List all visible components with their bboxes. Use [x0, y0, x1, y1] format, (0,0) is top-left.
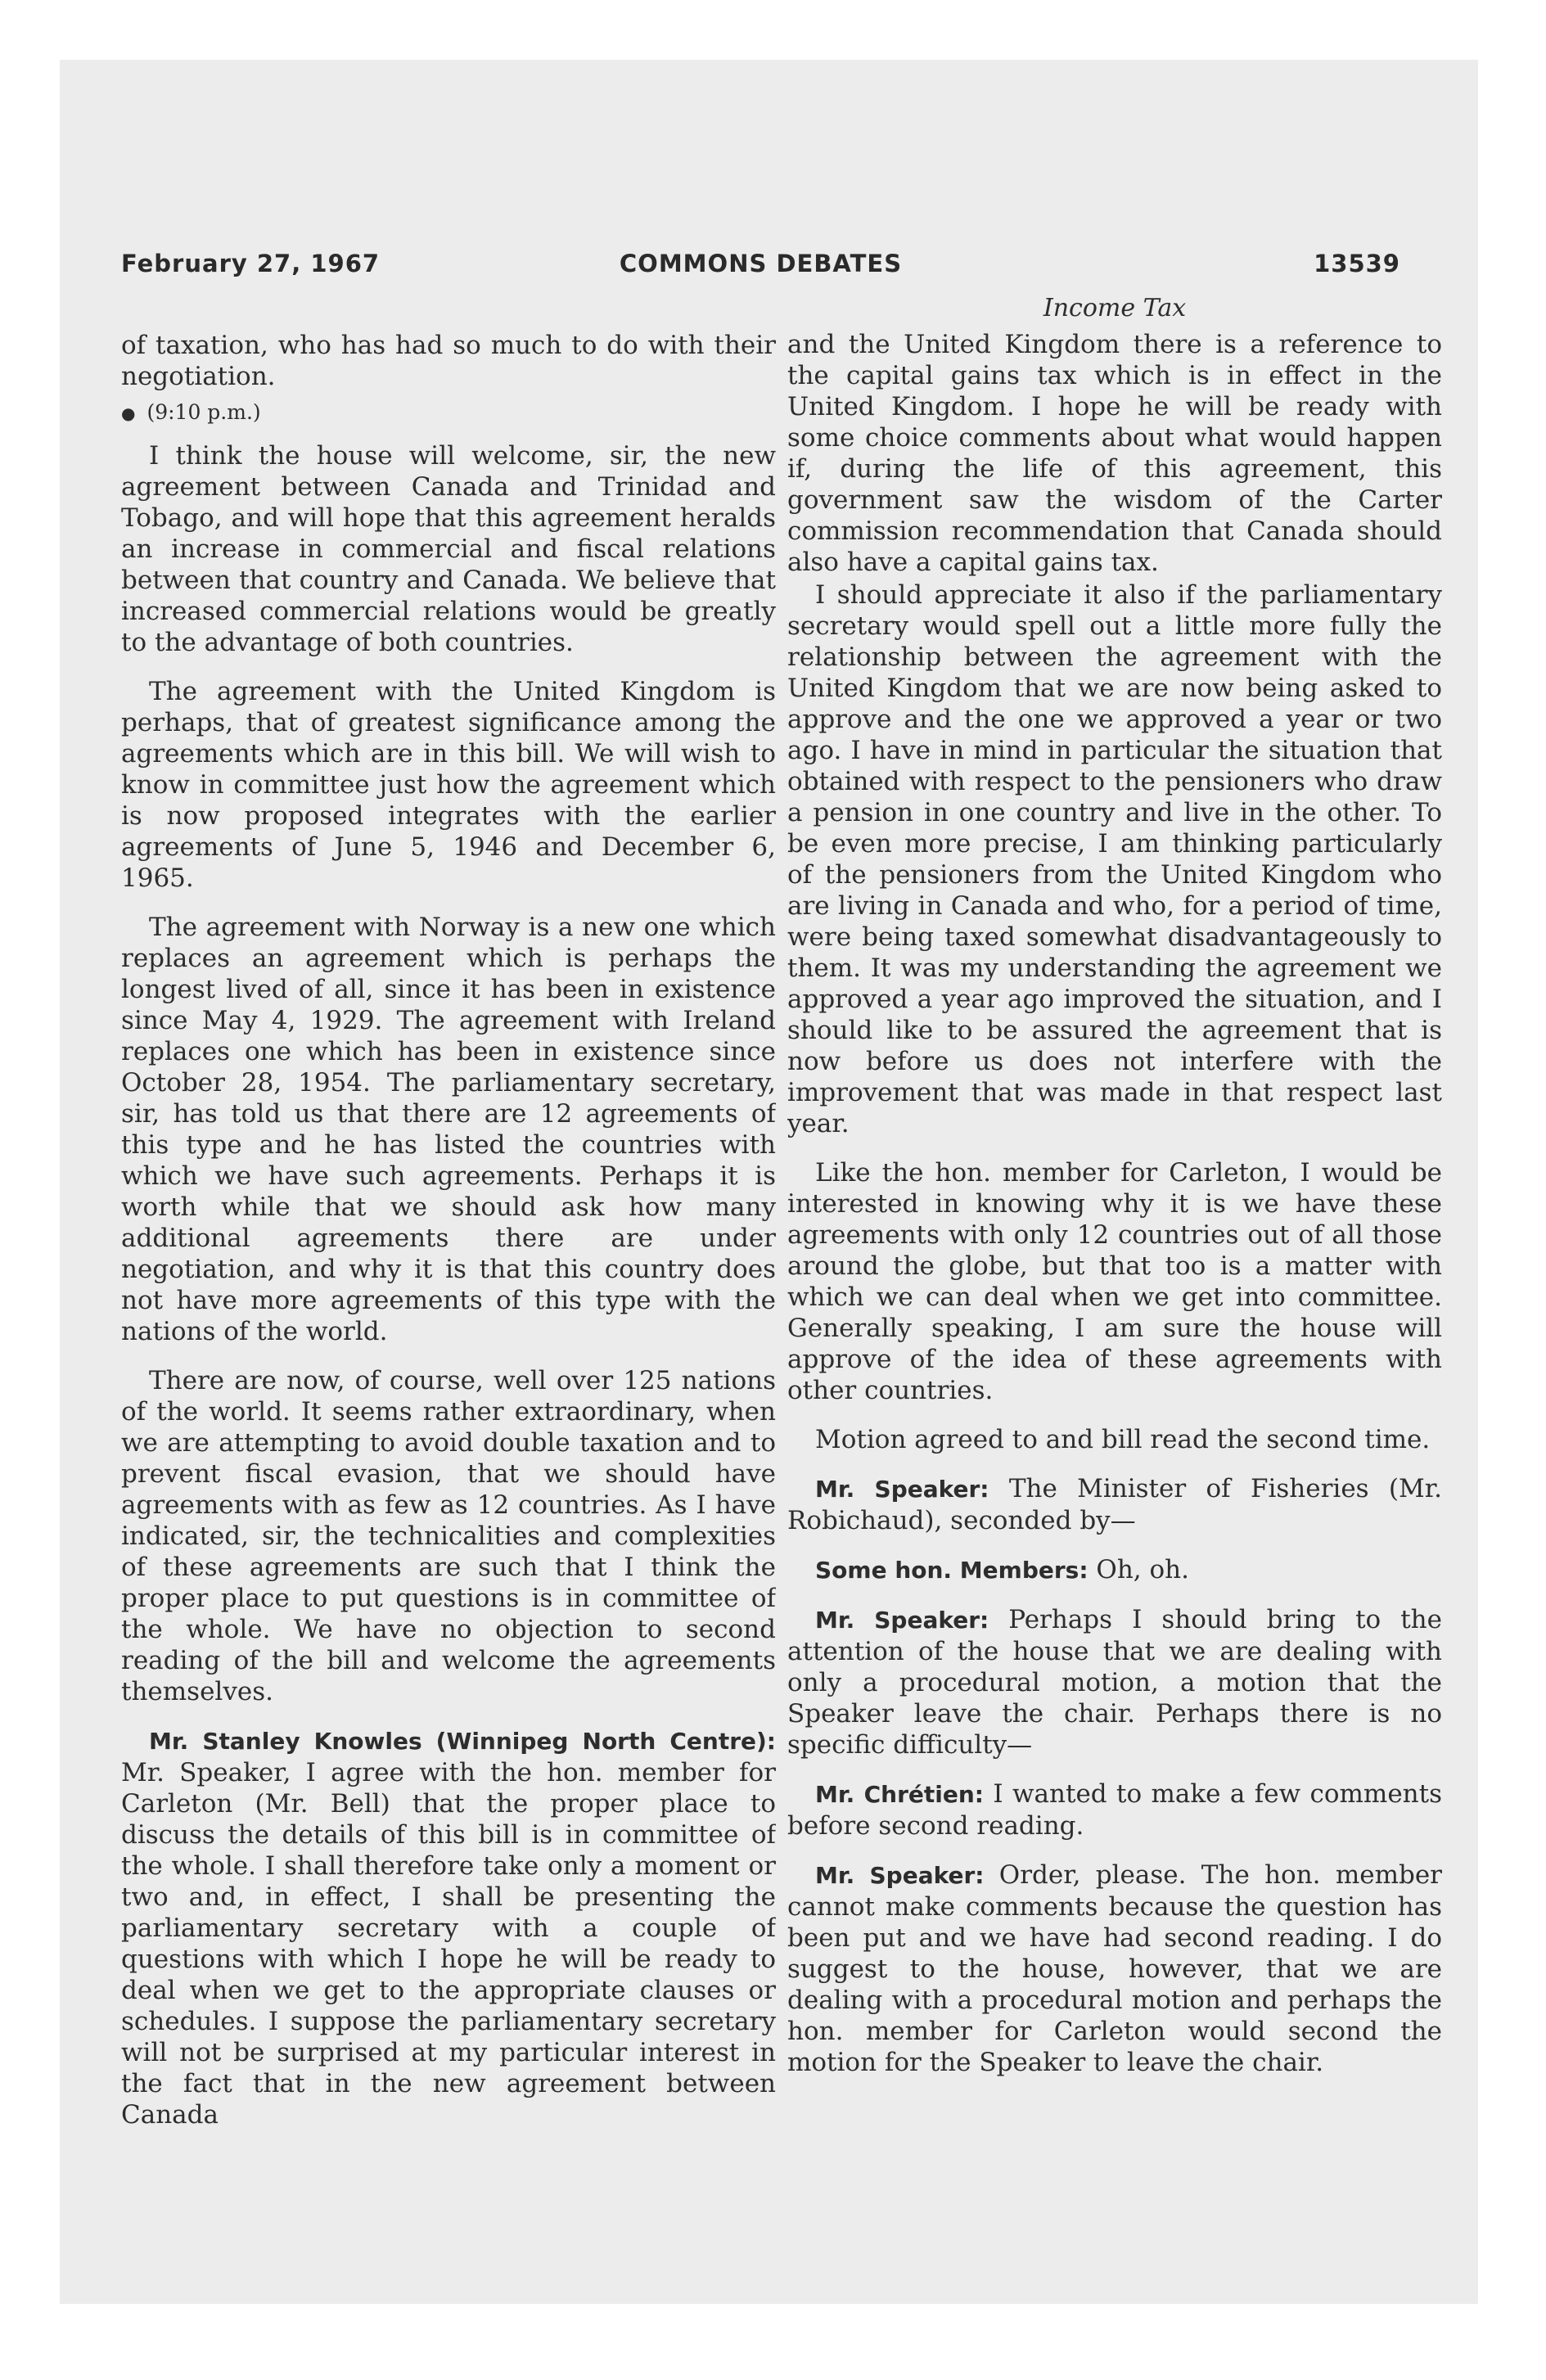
speech-text: Mr. Speaker, I agree with the hon. member for Carleton (Mr. Bell) that the proper place to discuss the details of this bill is in committee of the whole. I shall therefore take only a moment or two and, in effect, I shall be presenting the parliamentary secretary with a couple of questions with which I hope he will be ready to deal when we get to the appropriate clauses or schedules. I suppose the parliamentary secretary will not be surprised at my particular interest in the fact that in the new agreement between Canada — [121, 1758, 776, 2130]
paragraph: There are now, of course, well over 125 nations of the world. It seems rather extraordinary, when we are attempting to avoid double taxation and to prevent fiscal evasion, that we should have agreements with as few as 12 countries. As I have indicated, sir, the technicalities and complexities of these agreements are such that I think the proper place to put questions is in committee of the whole. We have no objection to second reading of the bill and welcome the agreements themselves. — [121, 1366, 776, 1706]
paragraph: I think the house will welcome, sir, the new agreement between Canada and Trinidad and Tobago, and will hope that this agreement heralds an increase in commercial and fiscal relations between that country and Canada. We believe that increased commercial relations would be greatly to the advantage of both countries. — [121, 441, 776, 657]
paragraph: I should appreciate it also if the parliamentary secretary would spell out a little more fully the relationship between the agreement with the United Kingdom that we are now being asked to approve and the one we approved a year or two ago. I have in mind in particular the situation that obtained with respect to the pensioners who draw a pension in one country and live in the other. To be even more precise, I am thinking particularly of the pensioners from the United Kingdom who are living in Canada and who, for a period of time, were being taxed somewhat disadvantageously to them. It was my understanding the agreement we approved a year ago improved the situation, and I should like to be assured the agreement that is now before us does not interfere with the improvement that was made in that respect last year. — [787, 580, 1442, 1138]
page-sheet — [60, 60, 1478, 2304]
speaker-name: Mr. Speaker: — [815, 1607, 989, 1634]
timestamp — [121, 397, 776, 429]
paragraph: The agreement with Norway is a new one which replaces an agreement which is perhaps the longest lived of all, since it has been in existence since May 4, 1929. The agreement with Ireland replaces one which has been in existence since October 28, 1954. The parliamentary secretary, sir, has told us that there are 12 agreements of this type and he has listed the countries with which we have such agreements. Perhaps it is worth while that we should ask how many additional agreements there are under negotiation, and why it is that this country does not have more agreements of this type with the nations of the world. — [121, 913, 776, 1346]
speech-text: The Minister of Fisheries (Mr. Robichaud), seconded by— — [787, 1474, 1442, 1535]
paragraph: Like the hon. member for Carleton, I would be interested in knowing why it is we have these agreements with only 12 countries out of all those around the globe, but that too is a matter with which we can deal when we get into committee. Generally speaking, I am sure the house will approve of the idea of these agreements with other countries. — [787, 1158, 1442, 1405]
speech-text: Order, please. The hon. member cannot make comments because the question has been put and we have had second reading. I do suggest to the house, however, that we are dealing with a procedural motion and perhaps the hon. member for Carleton would second the motion for the Speaker to leave the chair. — [787, 1860, 1442, 2077]
paragraph: Motion agreed to and bill read the second time. — [815, 1425, 1431, 1454]
bullet-icon: ● — [121, 403, 136, 423]
speaker-name: Mr. Speaker: — [815, 1476, 989, 1503]
speaker-name: Mr. Speaker: — [815, 1862, 985, 1889]
speech-paragraph — [121, 1725, 776, 2130]
timestamp-text: (9:10 p.m.) — [146, 400, 261, 424]
speech-text: Perhaps I should bring to the attention of the house that we are dealing with only a procedural motion, a motion that the Speaker leave the chair. Perhaps there is no specific difficulty— — [787, 1605, 1442, 1760]
running-head: Income Tax — [1043, 294, 1187, 322]
speaker-name: Mr. Stanley Knowles (Winnipeg North Centre): — [149, 1728, 776, 1755]
left-column — [121, 330, 776, 2212]
header-title: COMMONS DEBATES — [619, 250, 903, 277]
speech-text: Oh, oh. — [1096, 1555, 1189, 1584]
paragraph: The agreement with the United Kingdom is perhaps, that of greatest significance among the agreements which are in this bill. We will wish to know in committee just how the agreement which is now proposed integrates with the earlier agreements of June 5, 1946 and December 6, 1965. — [121, 677, 776, 893]
speech-paragraph — [787, 1778, 1442, 1841]
speech-paragraph — [787, 1604, 1442, 1760]
speech-paragraph — [787, 1554, 1442, 1586]
header-date: February 27, 1967 — [121, 250, 381, 277]
speech-text: I wanted to make a few comments before second reading. — [787, 1779, 1442, 1841]
right-column — [787, 293, 1442, 2175]
paragraph: and the United Kingdom there is a reference to the capital gains tax which is in effect in the United Kingdom. I hope he will be ready with some choice comments about what would happen if, during the life of this agreement, this government saw the wisdom of the Carter commission recommendation that Canada should also have a capital gains tax. — [787, 330, 1442, 577]
page-header — [121, 250, 1400, 287]
speaker-name: Some hon. Members: — [815, 1557, 1089, 1584]
paragraph: of taxation, who has had so much to do with their negotiation. — [121, 331, 776, 391]
speech-paragraph — [787, 1473, 1442, 1536]
speech-paragraph — [787, 1859, 1442, 2078]
speaker-name: Mr. Chrétien: — [815, 1781, 984, 1808]
header-page-number: 13539 — [1314, 250, 1400, 277]
